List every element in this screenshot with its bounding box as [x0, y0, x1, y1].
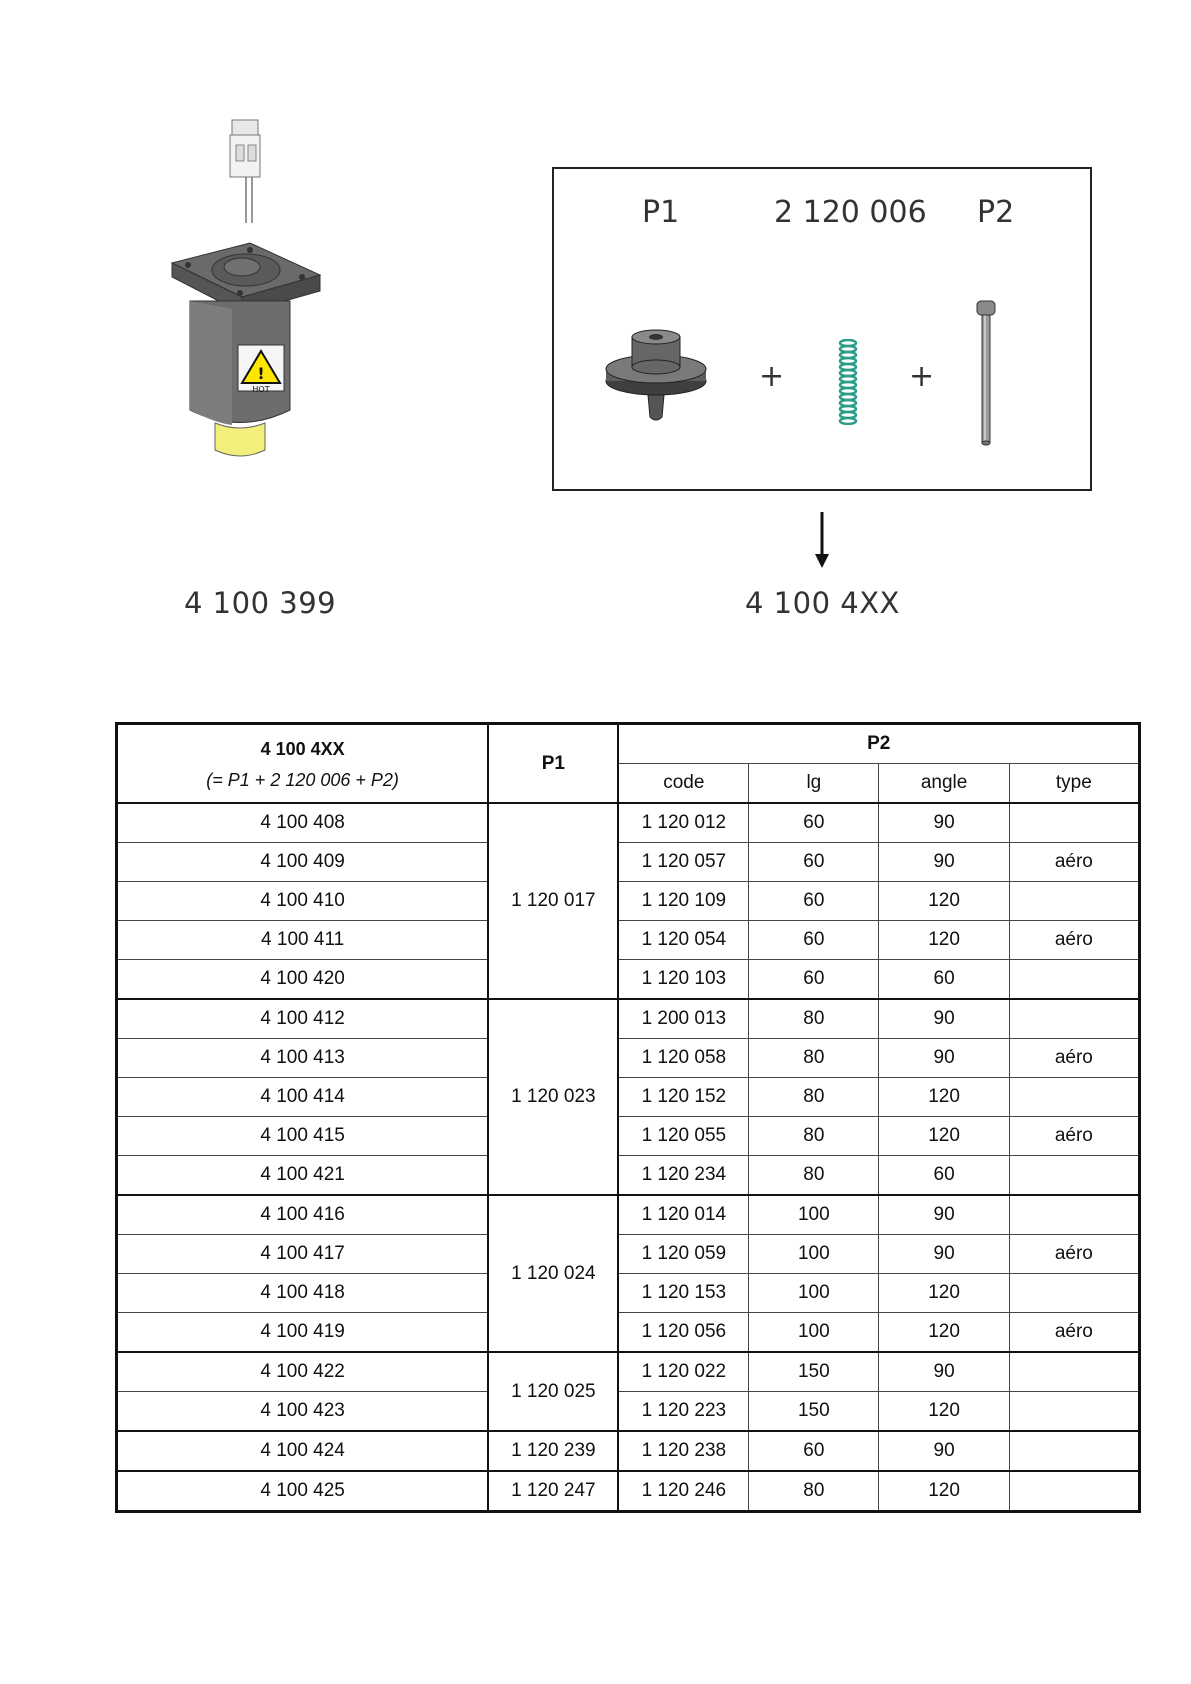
- cell-lg: 60: [749, 960, 879, 1000]
- cell-assembly-ref: 4 100 410: [117, 882, 489, 921]
- table-row: [117, 1117, 1140, 1156]
- table-row: [117, 1274, 1140, 1313]
- table-row: [117, 1352, 1140, 1392]
- header-assembly-formula: (= P1 + 2 120 006 + P2): [206, 770, 399, 790]
- cell-lg: 60: [749, 803, 879, 843]
- cell-angle: 90: [879, 843, 1009, 882]
- table-row: [117, 1235, 1140, 1274]
- spring-part: [836, 339, 860, 425]
- down-arrow-icon: [812, 512, 832, 568]
- cell-p1-code: 1 120 247: [488, 1471, 618, 1512]
- table-row: [117, 1195, 1140, 1235]
- cell-p2-code: 1 120 238: [618, 1431, 748, 1471]
- cell-type: [1009, 1195, 1139, 1235]
- cell-type: [1009, 999, 1139, 1039]
- cell-angle: 120: [879, 1392, 1009, 1432]
- table-row: [117, 882, 1140, 921]
- header-lg: lg: [749, 764, 879, 804]
- cell-lg: 80: [749, 1117, 879, 1156]
- hot-warning-label: [238, 345, 284, 394]
- cell-angle: 90: [879, 1195, 1009, 1235]
- cell-p2-code: 1 120 012: [618, 803, 748, 843]
- cell-assembly-ref: 4 100 413: [117, 1039, 489, 1078]
- cell-assembly-ref: 4 100 421: [117, 1156, 489, 1196]
- cell-angle: 90: [879, 1431, 1009, 1471]
- plus-sign-1: +: [759, 359, 785, 394]
- table-row: [117, 1313, 1140, 1353]
- p1-nozzle-part: [604, 329, 714, 429]
- cell-assembly-ref: 4 100 418: [117, 1274, 489, 1313]
- cell-assembly-ref: 4 100 424: [117, 1431, 489, 1471]
- table-row: [117, 1078, 1140, 1117]
- heater-part-number: 4 100 399: [184, 586, 337, 620]
- cell-angle: 90: [879, 1039, 1009, 1078]
- cell-angle: 90: [879, 999, 1009, 1039]
- cell-p1-code: 1 120 239: [488, 1431, 618, 1471]
- cell-lg: 100: [749, 1195, 879, 1235]
- kit-box: [552, 167, 1092, 491]
- cell-angle: 60: [879, 960, 1009, 1000]
- cell-angle: 120: [879, 1078, 1009, 1117]
- cell-type: aéro: [1009, 1117, 1139, 1156]
- heater-yellow-end: [215, 423, 265, 456]
- hot-warning-text: HOT: [252, 385, 270, 394]
- cell-lg: 100: [749, 1235, 879, 1274]
- cell-lg: 80: [749, 1039, 879, 1078]
- cell-lg: 80: [749, 1156, 879, 1196]
- header-assembly: [117, 724, 489, 804]
- header-code: code: [618, 764, 748, 804]
- table-row: [117, 1392, 1140, 1432]
- header-p1: P1: [488, 724, 618, 804]
- cell-type: [1009, 1274, 1139, 1313]
- table-row: [117, 843, 1140, 882]
- connector-plug: [230, 120, 260, 223]
- cell-p2-code: 1 120 056: [618, 1313, 748, 1353]
- header-p2: P2: [618, 724, 1139, 764]
- cell-p2-code: 1 120 058: [618, 1039, 748, 1078]
- cell-type: [1009, 1156, 1139, 1196]
- cell-p1-code: 1 120 024: [488, 1195, 618, 1352]
- cell-assembly-ref: 4 100 416: [117, 1195, 489, 1235]
- cell-assembly-ref: 4 100 420: [117, 960, 489, 1000]
- table-row: [117, 999, 1140, 1039]
- cell-p2-code: 1 120 014: [618, 1195, 748, 1235]
- cell-angle: 120: [879, 882, 1009, 921]
- cell-p2-code: 1 120 059: [618, 1235, 748, 1274]
- cell-type: aéro: [1009, 1235, 1139, 1274]
- cell-p2-code: 1 120 057: [618, 843, 748, 882]
- cell-angle: 120: [879, 1274, 1009, 1313]
- cell-p2-code: 1 120 152: [618, 1078, 748, 1117]
- cell-type: [1009, 803, 1139, 843]
- cell-p2-code: 1 120 234: [618, 1156, 748, 1196]
- cell-type: [1009, 1431, 1139, 1471]
- cell-angle: 90: [879, 1235, 1009, 1274]
- cell-p2-code: 1 120 223: [618, 1392, 748, 1432]
- cell-lg: 100: [749, 1313, 879, 1353]
- cell-assembly-ref: 4 100 422: [117, 1352, 489, 1392]
- kit-result-part-number: 4 100 4XX: [745, 586, 900, 620]
- cell-lg: 150: [749, 1392, 879, 1432]
- table-row: [117, 1156, 1140, 1196]
- header-assembly-title: 4 100 4XX: [260, 739, 345, 759]
- cell-assembly-ref: 4 100 417: [117, 1235, 489, 1274]
- table-row: [117, 1431, 1140, 1471]
- cell-type: [1009, 960, 1139, 1000]
- cell-lg: 60: [749, 882, 879, 921]
- cell-lg: 60: [749, 921, 879, 960]
- cell-p2-code: 1 200 013: [618, 999, 748, 1039]
- cell-lg: 80: [749, 1078, 879, 1117]
- kit-p2-label: P2: [977, 195, 1015, 230]
- svg-text:!: !: [257, 364, 265, 383]
- plus-sign-2: +: [909, 359, 935, 394]
- kit-spring-code: 2 120 006: [774, 195, 927, 230]
- cell-type: [1009, 1352, 1139, 1392]
- parts-table: [115, 722, 1141, 1513]
- cell-p2-code: 1 120 109: [618, 882, 748, 921]
- table-row: [117, 1039, 1140, 1078]
- table-row: [117, 803, 1140, 843]
- cell-lg: 80: [749, 999, 879, 1039]
- kit-p1-label: P1: [642, 195, 680, 230]
- heater-illustration: [160, 105, 340, 505]
- cell-assembly-ref: 4 100 409: [117, 843, 489, 882]
- cell-type: aéro: [1009, 921, 1139, 960]
- cell-angle: 120: [879, 921, 1009, 960]
- cell-lg: 60: [749, 1431, 879, 1471]
- cell-type: aéro: [1009, 1313, 1139, 1353]
- header-type: type: [1009, 764, 1139, 804]
- cell-lg: 80: [749, 1471, 879, 1512]
- cell-p2-code: 1 120 055: [618, 1117, 748, 1156]
- cell-assembly-ref: 4 100 415: [117, 1117, 489, 1156]
- cell-p2-code: 1 120 246: [618, 1471, 748, 1512]
- cell-lg: 60: [749, 843, 879, 882]
- table-body: [117, 803, 1140, 1512]
- cell-assembly-ref: 4 100 425: [117, 1471, 489, 1512]
- header-angle: angle: [879, 764, 1009, 804]
- cell-p2-code: 1 120 103: [618, 960, 748, 1000]
- cell-assembly-ref: 4 100 419: [117, 1313, 489, 1353]
- cell-type: [1009, 1392, 1139, 1432]
- cell-angle: 90: [879, 1352, 1009, 1392]
- table-row: [117, 960, 1140, 1000]
- cell-type: [1009, 1471, 1139, 1512]
- cell-p2-code: 1 120 054: [618, 921, 748, 960]
- cell-type: [1009, 1078, 1139, 1117]
- cell-p1-code: 1 120 017: [488, 803, 618, 999]
- cell-p1-code: 1 120 025: [488, 1352, 618, 1431]
- cell-assembly-ref: 4 100 412: [117, 999, 489, 1039]
- cell-type: [1009, 882, 1139, 921]
- cell-lg: 150: [749, 1352, 879, 1392]
- p2-needle-part: [974, 297, 998, 447]
- cell-assembly-ref: 4 100 414: [117, 1078, 489, 1117]
- table-row: [117, 1471, 1140, 1512]
- cell-angle: 90: [879, 803, 1009, 843]
- cell-assembly-ref: 4 100 411: [117, 921, 489, 960]
- cell-angle: 120: [879, 1471, 1009, 1512]
- cell-assembly-ref: 4 100 423: [117, 1392, 489, 1432]
- cell-assembly-ref: 4 100 408: [117, 803, 489, 843]
- cell-type: aéro: [1009, 843, 1139, 882]
- cell-angle: 60: [879, 1156, 1009, 1196]
- cell-angle: 120: [879, 1313, 1009, 1353]
- cell-lg: 100: [749, 1274, 879, 1313]
- table-row: [117, 921, 1140, 960]
- cell-p2-code: 1 120 153: [618, 1274, 748, 1313]
- cell-type: aéro: [1009, 1039, 1139, 1078]
- cell-p1-code: 1 120 023: [488, 999, 618, 1195]
- cell-p2-code: 1 120 022: [618, 1352, 748, 1392]
- cell-angle: 120: [879, 1117, 1009, 1156]
